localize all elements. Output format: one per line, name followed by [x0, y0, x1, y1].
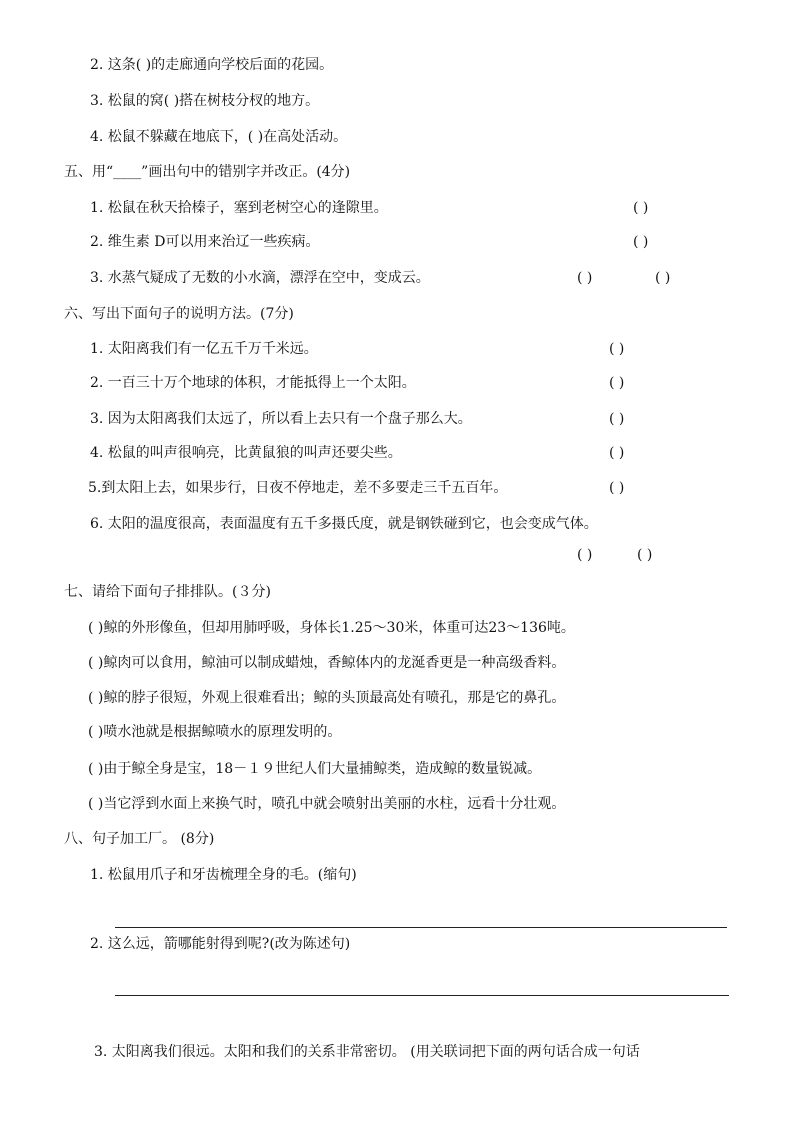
- section6-item-2: 2. 一百三十万个地球的体积，才能抵得上一个太阳。: [90, 375, 416, 391]
- section7-item-1: ( )鲸的外形像鱼，但却用肺呼吸，身体长1.25～30米，体重可达23～136吨。: [88, 620, 575, 636]
- answer-blank[interactable]: ( ): [609, 341, 625, 357]
- section7-item-6: ( )当它浮到水面上来换气时，喷孔中就会喷射出美丽的水柱，远看十分壮观。: [88, 796, 566, 812]
- answer-blank[interactable]: ( ): [609, 375, 625, 391]
- section6-item-5: 5.到太阳上去，如果步行，日夜不停地走，差不多要走三千五百年。: [88, 480, 508, 496]
- answer-blank[interactable]: ( ): [633, 200, 649, 216]
- answer-blank[interactable]: ( ): [577, 547, 593, 563]
- answer-line[interactable]: [115, 995, 729, 996]
- section5-item-3: 3. 水蒸气疑成了无数的小水滴，漂浮在空中，变成云。: [90, 270, 430, 286]
- answer-blank[interactable]: ( ): [609, 480, 625, 496]
- section7-item-2: ( )鲸肉可以食用，鲸油可以制成蜡烛，香鲸体内的龙涎香更是一种高级香料。: [88, 655, 566, 671]
- section7-item-4: ( )喷水池就是根据鲸喷水的原理发明的。: [88, 724, 342, 740]
- section4-item-2: 2. 这条( )的走廊通向学校后面的花园。: [90, 57, 334, 73]
- answer-blank[interactable]: ( ): [577, 270, 593, 286]
- answer-blank[interactable]: ( ): [609, 445, 625, 461]
- answer-blank[interactable]: ( ): [655, 270, 671, 286]
- section5-item-2: 2. 维生素 D可以用来治辽一些疾病。: [90, 234, 320, 250]
- section8-item-1: 1. 松鼠用爪子和牙齿梳理全身的毛。(缩句): [90, 867, 357, 883]
- section5-heading: 五、用“____”画出句中的错别字并改正。(4分): [64, 164, 351, 180]
- section5-item-1: 1. 松鼠在秋天拾榛子，塞到老树空心的逢隙里。: [90, 200, 388, 216]
- answer-blank[interactable]: ( ): [637, 547, 653, 563]
- section6-item-6: 6. 太阳的温度很高，表面温度有五千多摄氏度，就是钢铁碰到它，也会变成气体。: [90, 516, 598, 532]
- answer-blank[interactable]: ( ): [633, 234, 649, 250]
- section8-item-2: 2. 这么远，箭哪能射得到呢?(改为陈述句): [90, 936, 351, 952]
- section8-item-3: 3. 太阳离我们很远。太阳和我们的关系非常密切。 (用关联词把下面的两句话合成一句话: [94, 1044, 640, 1060]
- section7-item-3: ( )鲸的脖子很短，外观上很难看出；鲸的头顶最高处有喷孔，那是它的鼻孔。: [88, 690, 566, 706]
- section6-heading: 六、写出下面句子的说明方法。(7分): [64, 306, 294, 322]
- answer-blank[interactable]: ( ): [609, 411, 625, 427]
- section4-item-3: 3. 松鼠的窝( )搭在树枝分杈的地方。: [90, 93, 320, 109]
- section7-heading: 七、请给下面句子排排队。(３分): [64, 584, 271, 600]
- section6-item-1: 1. 太阳离我们有一亿五千万千米远。: [90, 341, 318, 357]
- section6-item-3: 3. 因为太阳离我们太远了，所以看上去只有一个盘子那么大。: [90, 411, 472, 427]
- section7-item-5: ( )由于鲸全身是宝，18－１９世纪人们大量捕鲸类，造成鲸的数量锐减。: [88, 761, 542, 777]
- section4-item-4: 4. 松鼠不躲藏在地底下，( )在高处活动。: [90, 129, 348, 145]
- section6-item-4: 4. 松鼠的叫声很响亮，比黄鼠狼的叫声还要尖些。: [90, 445, 402, 461]
- answer-line[interactable]: [115, 927, 727, 928]
- section8-heading: 八、句子加工厂。 (8分): [64, 831, 215, 847]
